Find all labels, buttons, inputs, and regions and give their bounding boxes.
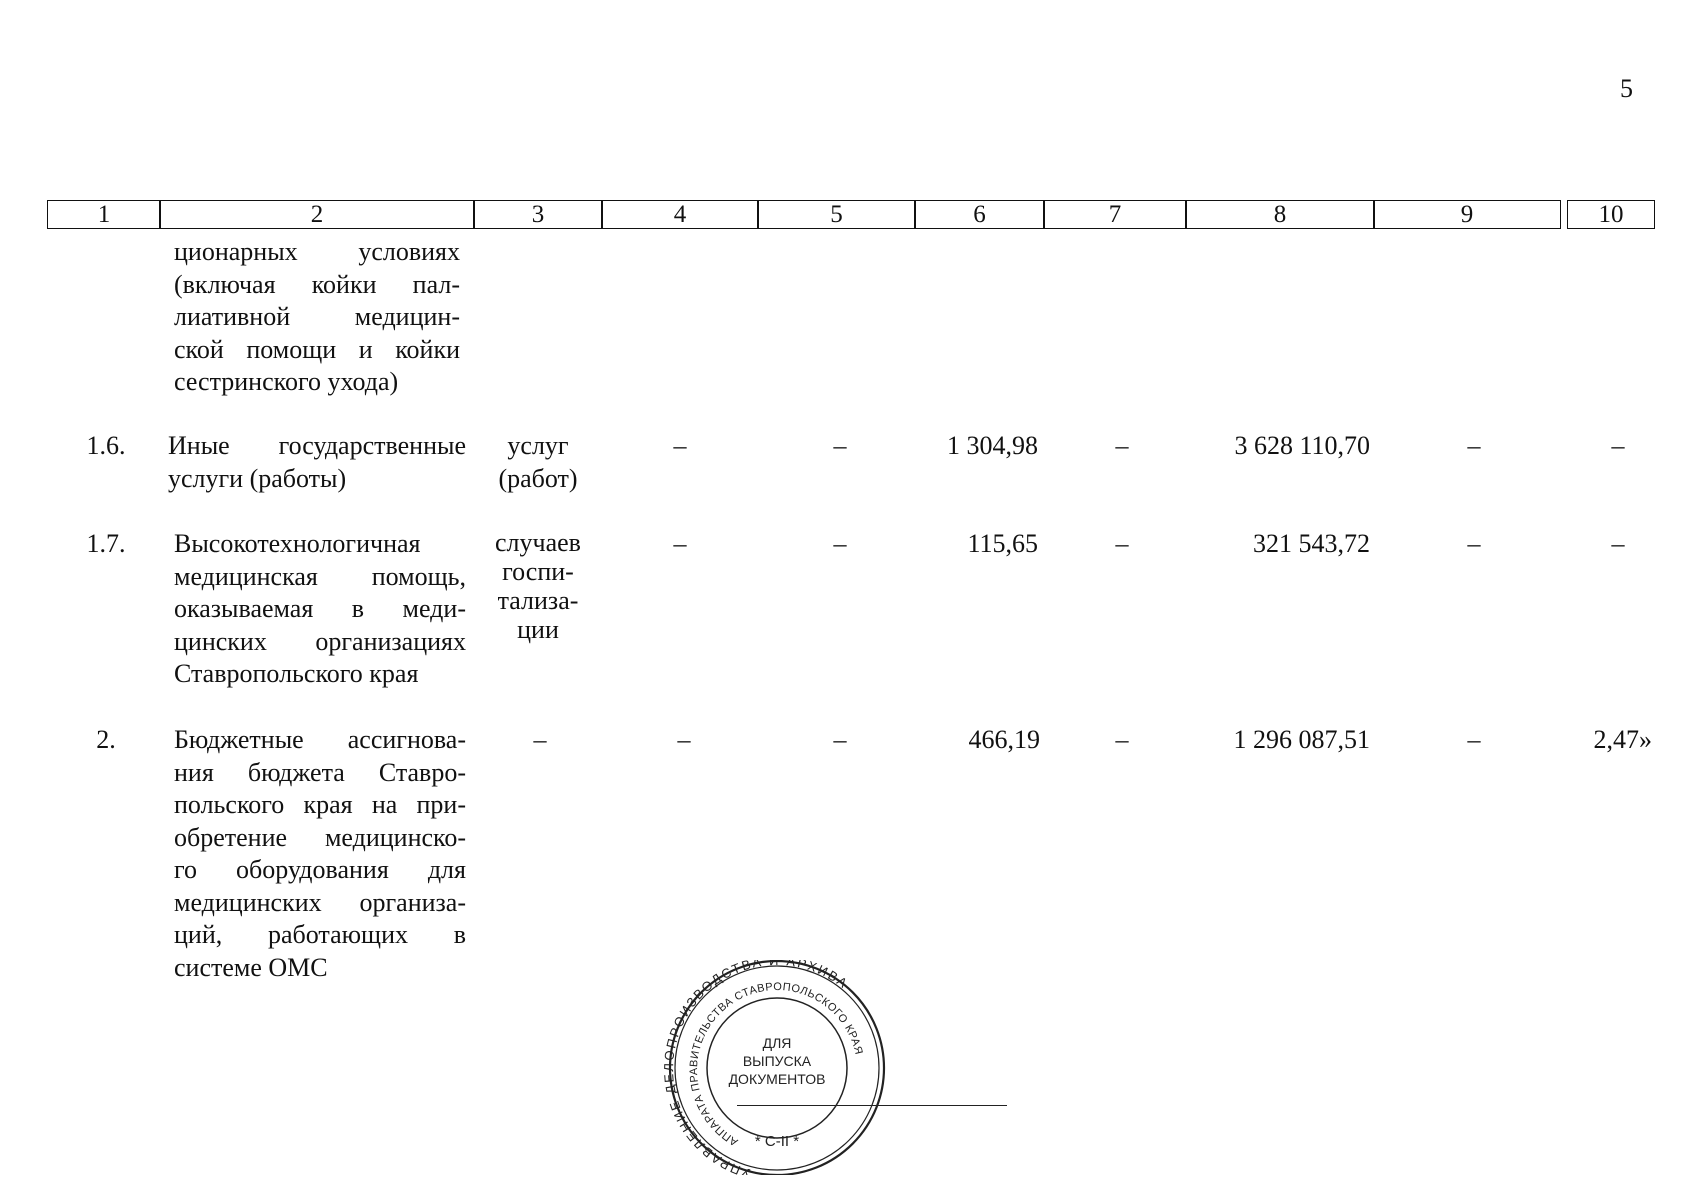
header-col-1: 1 [47,200,161,229]
row-unit-line: (работ) [498,463,578,493]
row-col8: 3 628 110,70 [1234,431,1370,460]
continued-row-description [174,236,460,399]
header-col-3: 3 [473,200,603,229]
row-description-line: оказываемая в меди- [174,594,466,623]
row-col4: – [677,725,691,754]
header-col-9: 9 [1373,200,1561,229]
header-col-7: 7 [1043,200,1187,229]
signature-line [737,1105,1007,1106]
row-col9: – [1467,431,1481,460]
header-col-6: 6 [914,200,1045,229]
row-col4: – [673,529,687,558]
row-col6: 466,19 [968,725,1040,754]
row-col7: – [1115,529,1129,558]
row-col8: 321 543,72 [1253,529,1370,558]
row-description-line: ния бюджета Ставро- [174,757,466,787]
row-col6: 1 304,98 [947,431,1038,460]
row-description [174,724,466,984]
row-number: 1.6. [86,431,126,460]
row-description-line: Ставропольского края [174,659,419,688]
row-unit-line: случаев [495,528,581,557]
header-col-10: 10 [1567,200,1655,229]
header-col-4: 4 [601,200,759,229]
row-col9: – [1467,529,1481,558]
row-description-line: Бюджетные ассигнова- [174,725,466,754]
row-unit-line: услуг [507,431,569,460]
header-col-2: 2 [159,200,475,229]
row-col4: – [673,431,687,460]
stamp-center-line-2: ВЫПУСКА [742,1053,812,1069]
table-header-row [47,200,1655,231]
row-description-line: Высокотехнологичная [174,529,421,558]
continued-row-line: лиативной медицин- [174,302,460,331]
row-unit [478,528,598,644]
row-col7: – [1115,431,1129,460]
row-number: 2. [96,725,116,754]
row-col10: – [1611,529,1625,558]
row-description [168,430,466,495]
row-unit-line: ции [517,615,559,644]
header-col-8: 8 [1185,200,1375,229]
page-number: 5 [1620,74,1633,103]
row-col5: – [833,529,847,558]
row-unit [478,430,598,495]
row-number: 1.7. [86,529,126,558]
header-col-5: 5 [757,200,916,229]
row-description-line: ций, работающих в [174,920,466,949]
row-unit-line: госпи- [502,557,574,586]
row-col7: – [1115,725,1129,754]
continued-row-line: ционарных условиях [174,237,460,266]
row-col10: 2,47» [1593,725,1652,754]
row-description-line: услуги (работы) [168,463,347,493]
row-description-line: системе ОМС [174,952,328,982]
stamp-inner-ring-text: АППАРАТА ПРАВИТЕЛЬСТВА СТАВРОПОЛЬСКОГО КРАЯ [688,980,865,1148]
row-unit: – [533,725,547,754]
row-description [174,528,466,691]
stamp-center-line-1: ДЛЯ [762,1035,792,1051]
official-stamp [662,960,892,1175]
row-col5: – [833,431,847,460]
row-description-line: цинских организациях [174,626,466,656]
row-unit-line: тализа- [497,586,579,615]
continued-row-line: ской помощи и койки [174,334,460,364]
row-description-line: медицинская помощь, [174,561,466,591]
row-description-line: польского края на при- [174,790,466,819]
row-description-line: медицинских организа- [174,887,466,917]
row-description-line: го оборудования для [174,855,466,884]
row-description-line: обретение медицинско- [174,822,466,852]
row-col9: – [1467,725,1481,754]
stamp-outer-text: УПРАВЛЕНИЕ ДЕЛОПРОИЗВОДСТВА И АРХИВА [662,960,852,1175]
continued-row-line: (включая койки пал- [174,269,460,299]
continued-row-line: сестринского ухода) [174,367,399,396]
row-col5: – [833,725,847,754]
row-col10: – [1611,431,1625,460]
row-col6: 115,65 [967,529,1038,558]
row-description-line: Иные государственные [168,431,466,460]
row-col8: 1 296 087,51 [1233,725,1370,754]
stamp-code: * С-II * [754,1133,800,1150]
stamp-center-line-3: ДОКУМЕНТОВ [728,1071,826,1087]
